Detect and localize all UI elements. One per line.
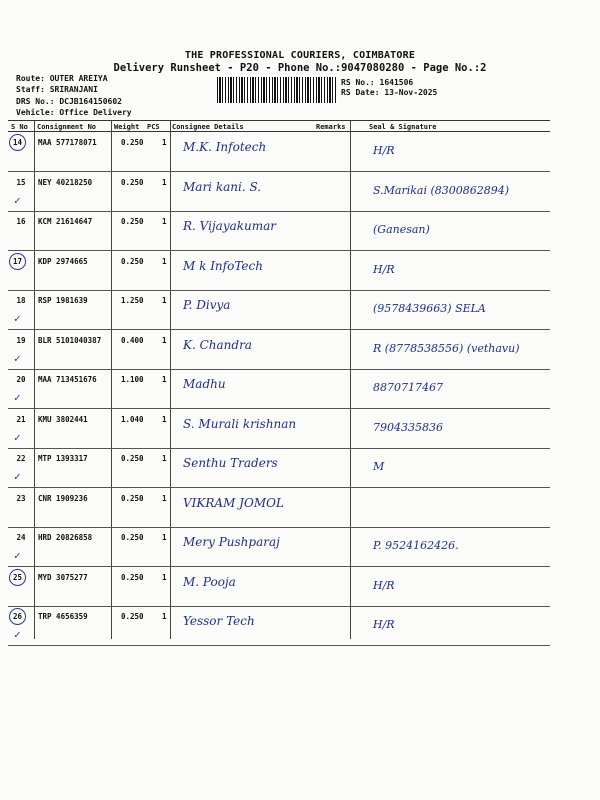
- consignment-number: HRD 20826858: [38, 533, 93, 542]
- weight-value: 0.250: [121, 493, 144, 503]
- serial-number: 19: [16, 335, 26, 345]
- serial-number: 20: [16, 375, 26, 384]
- pieces-count: 1: [162, 375, 167, 384]
- pieces-count: 1: [162, 572, 167, 582]
- check-mark-icon: ✓: [14, 193, 21, 207]
- check-mark-icon: ✓: [14, 391, 21, 404]
- pieces-count: 1: [162, 217, 167, 226]
- serial-number: 17: [9, 253, 26, 270]
- consignment-number: MYD 3075277: [38, 572, 88, 582]
- signature-handwritten: P. 9524162426.: [373, 539, 459, 552]
- consignee-handwritten: K. Chandra: [183, 337, 252, 352]
- rs-number: RS No.: 1641506: [341, 78, 414, 87]
- weight-value: 0.250: [121, 572, 144, 582]
- signature-handwritten: 7904335836: [373, 420, 443, 434]
- weight-value: 0.250: [121, 612, 144, 621]
- consignee-handwritten: M.K. Infotech: [183, 140, 267, 154]
- serial-number: 18: [16, 296, 26, 305]
- serial-number: 14: [9, 134, 26, 151]
- col-sno: S No: [11, 123, 28, 131]
- drs-number: DRS No.: DCJB164150602: [16, 97, 122, 106]
- table-row: [8, 488, 550, 528]
- col-weight: Weight: [114, 123, 140, 131]
- weight-value: 0.400: [121, 335, 144, 345]
- pieces-count: 1: [162, 177, 167, 187]
- table-row: [8, 567, 550, 607]
- consignment-number: KCM 21614647: [38, 217, 93, 226]
- serial-number: 26: [9, 608, 26, 625]
- pieces-count: 1: [162, 533, 167, 542]
- serial-number: 24: [16, 533, 26, 542]
- table-row: [8, 172, 550, 212]
- check-mark-icon: ✓: [14, 430, 21, 444]
- pieces-count: 1: [162, 296, 167, 305]
- signature-handwritten: H/R: [373, 262, 395, 276]
- col-remarks: Remarks: [316, 123, 346, 131]
- pieces-count: 1: [162, 493, 167, 503]
- check-mark-icon: ✓: [14, 470, 21, 483]
- consignee-handwritten: Madhu: [183, 377, 226, 391]
- consignee-handwritten: S. Murali krishnan: [183, 416, 297, 431]
- table-row: [8, 606, 550, 646]
- weight-value: 0.250: [121, 217, 144, 226]
- pieces-count: 1: [162, 138, 167, 147]
- col-pcs: PCS: [147, 123, 160, 131]
- consignee-handwritten: Mari kani. S.: [183, 179, 262, 194]
- table-row: [8, 211, 550, 251]
- document-title: THE PROFESSIONAL COURIERS, COIMBATORE: [184, 50, 416, 61]
- weight-value: 0.250: [121, 533, 144, 542]
- consignment-number: CNR 1909236: [38, 493, 88, 503]
- col-consignee: Consignee Details: [172, 123, 244, 131]
- vehicle-label: Vehicle: Office Delivery: [16, 108, 132, 117]
- signature-handwritten: 8870717467: [373, 381, 443, 394]
- signature-handwritten: (9578439663) SELA: [373, 302, 486, 315]
- check-mark-icon: ✓: [14, 628, 21, 641]
- staff-label: Staff: SRIRANJANI: [16, 85, 98, 94]
- consignee-handwritten: P. Divya: [183, 298, 231, 312]
- consignment-number: TRP 4656359: [38, 612, 88, 621]
- table-row: [8, 132, 550, 172]
- weight-value: 0.250: [121, 256, 144, 266]
- signature-handwritten: (Ganesan): [373, 223, 430, 236]
- weight-value: 0.250: [121, 177, 144, 187]
- pieces-count: 1: [162, 256, 167, 266]
- consignee-handwritten: VIKRAM JOMOL: [183, 495, 284, 510]
- weight-value: 1.040: [121, 414, 144, 424]
- pieces-count: 1: [162, 414, 167, 424]
- barcode: [217, 77, 338, 103]
- weight-value: 1.250: [121, 296, 144, 305]
- col-consignment: Consignment No: [37, 123, 97, 131]
- consignment-number: BLR 5101040387: [38, 335, 102, 345]
- consignee-handwritten: R. Vijayakumar: [183, 219, 277, 233]
- route-label: Route: OUTER AREIYA: [16, 74, 108, 83]
- consignee-handwritten: M k InfoTech: [183, 258, 263, 273]
- serial-number: 21: [16, 414, 26, 424]
- serial-number: 23: [16, 493, 26, 503]
- table-row: [8, 330, 550, 370]
- check-mark-icon: ✓: [14, 312, 21, 325]
- consignment-number: MAA 577178071: [38, 138, 97, 147]
- consignment-number: KMU 3802441: [38, 414, 88, 424]
- serial-number: 22: [16, 454, 26, 463]
- consignment-number: NEY 40218250: [38, 177, 93, 187]
- consignee-handwritten: Mery Pushparaj: [183, 535, 280, 549]
- weight-value: 0.250: [121, 454, 144, 463]
- table-row: [8, 527, 550, 567]
- serial-number: 16: [16, 217, 26, 226]
- header-top-rule: [8, 120, 550, 121]
- consignee-handwritten: Yessor Tech: [183, 614, 255, 628]
- pieces-count: 1: [162, 335, 167, 345]
- pieces-count: 1: [162, 454, 167, 463]
- serial-number: 15: [16, 177, 26, 187]
- weight-value: 1.100: [121, 375, 144, 384]
- consignment-number: RSP 1981639: [38, 296, 88, 305]
- table-row: [8, 448, 550, 488]
- check-mark-icon: ✓: [14, 549, 21, 562]
- weight-value: 0.250: [121, 138, 144, 147]
- runsheet-subtitle: Delivery Runsheet - P20 - Phone No.:9047080280 - Page No.:2: [113, 62, 487, 74]
- signature-handwritten: S.Marikai (8300862894): [373, 183, 510, 197]
- check-mark-icon: ✓: [14, 351, 21, 365]
- table-row: [8, 369, 550, 409]
- col-seal: Seal & Signature: [369, 123, 437, 131]
- serial-number: 25: [9, 569, 26, 586]
- pieces-count: 1: [162, 612, 167, 621]
- rs-date: RS Date: 13-Nov-2025: [341, 88, 438, 97]
- table-row: [8, 251, 550, 291]
- table-row: [8, 409, 550, 449]
- signature-handwritten: H/R: [373, 144, 395, 157]
- consignment-number: MAA 713451676: [38, 375, 97, 384]
- signature-handwritten: H/R: [373, 618, 395, 631]
- consignee-handwritten: Senthu Traders: [183, 456, 278, 470]
- table-row: [8, 290, 550, 330]
- signature-handwritten: H/R: [373, 578, 395, 592]
- signature-handwritten: M: [373, 460, 385, 473]
- consignment-number: MTP 1393317: [38, 454, 88, 463]
- consignee-handwritten: M. Pooja: [183, 574, 236, 589]
- consignment-number: KDP 2974665: [38, 256, 88, 266]
- signature-handwritten: R (8778538556) (vethavu): [373, 341, 520, 355]
